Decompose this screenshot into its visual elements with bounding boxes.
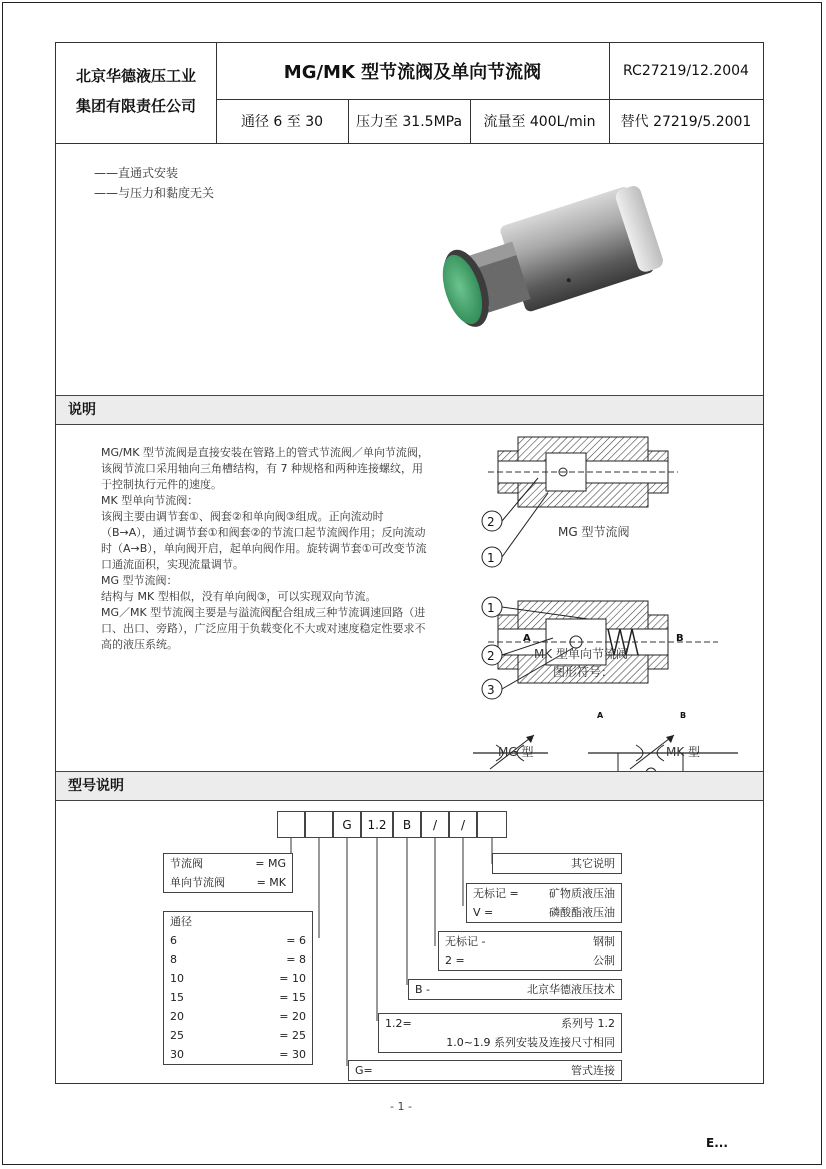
model-code-box: G bbox=[333, 811, 361, 838]
company-name-line2: 集团有限责任公司 bbox=[75, 96, 196, 115]
description-paragraph: MG/MK 型节流阀是直接安装在管路上的管式节流阀／单向节流阀，该阀节流口采用轴向三角槽结构，有 7 种规格和两种连接螺纹，用于控制执行元件的速度。 bbox=[101, 446, 429, 491]
feature-item: ——直通式安装 bbox=[94, 166, 179, 180]
replaces-code: 替代 27219/5.2001 bbox=[620, 114, 752, 130]
mk-caption: MK 型单向节流阀 bbox=[534, 647, 629, 661]
description-paragraph: MG／MK 型节流阀主要是与溢流阀配合组成三种节流调速回路（进口、出口、旁路），广泛应用于负载变化不大或对速度稳定性要求不高的液压系统。 bbox=[101, 606, 426, 651]
other-legend: 其它说明 bbox=[492, 853, 622, 874]
description-paragraph: 该阀主要由调节套①、阀套②和单向阀③组成。正向流动时（B→A），通过调节套①和阀套②的节流口起节流阀作用；反向流动时（A→B），单向阀开启，起单向阀作用。旋转调节套①可改变节流口通流面积，实现流量调节。 bbox=[101, 510, 427, 571]
callout-number: 1 bbox=[487, 551, 495, 565]
symbols-caption: 图形符号： bbox=[553, 665, 614, 679]
datasheet bbox=[55, 42, 764, 1084]
callout-number: 3 bbox=[487, 683, 495, 697]
document-code: RC27219/12.2004 bbox=[623, 63, 749, 79]
description-paragraph: MG 型节流阀： bbox=[101, 574, 178, 587]
symbol-mk-label: MK 型 bbox=[666, 745, 701, 759]
port-a-label: A bbox=[523, 633, 531, 644]
model-code-box: / bbox=[449, 811, 477, 838]
bore-legend: 通径 6 = 6 8 = 8 10 = 10 15 = 15 20 = 20 25 = 25 30 = 30 bbox=[163, 911, 313, 1065]
callout-number: 2 bbox=[487, 515, 495, 529]
description-paragraph: 结构与 MK 型相似，没有单向阀③，可以实现双向节流。 bbox=[101, 590, 377, 603]
model-code-box: B bbox=[393, 811, 421, 838]
symbol-port-a: A bbox=[597, 711, 604, 720]
page-number: - 1 - bbox=[390, 1100, 412, 1113]
symbol-port-b: B bbox=[680, 711, 687, 720]
section-header-model: 型号说明 bbox=[56, 771, 763, 801]
model-code-box bbox=[477, 811, 507, 838]
callout-number: 2 bbox=[487, 649, 495, 663]
callout-number: 1 bbox=[487, 601, 495, 615]
mg-section-drawing bbox=[488, 437, 678, 507]
valve-section-drawings bbox=[468, 423, 758, 773]
company-name-line1: 北京华德液压工业 bbox=[75, 66, 196, 85]
spec-bore: 通径 6 至 30 bbox=[240, 114, 324, 130]
model-code-box bbox=[277, 811, 305, 838]
section-header-description: 说明 bbox=[56, 395, 763, 425]
page-title: MG/MK 型节流阀及单向节流阀 bbox=[283, 62, 542, 83]
model-code-box: / bbox=[421, 811, 449, 838]
description-text bbox=[101, 445, 431, 653]
model-code-box bbox=[305, 811, 333, 838]
symbol-mg-label: MG 型 bbox=[498, 745, 534, 759]
port-b-label: B bbox=[676, 633, 684, 644]
spec-pressure: 压力至 31.5MPa bbox=[355, 114, 463, 130]
mk-graphic-symbol bbox=[588, 735, 738, 773]
feature-item: ——与压力和黏度无关 bbox=[94, 186, 215, 200]
tech-legend: B - 北京华德液压技术 bbox=[408, 979, 622, 1000]
valve-product-photo bbox=[416, 175, 676, 370]
description-paragraph: MK 型单向节流阀： bbox=[101, 494, 199, 507]
type-legend: 节流阀 = MG 单向节流阀 = MK bbox=[163, 853, 293, 893]
footer-mark: E... bbox=[706, 1136, 728, 1150]
model-code-box: 1.2 bbox=[361, 811, 393, 838]
fluid-legend: 无标记 = 矿物质液压油 V = 磷酸酯液压油 bbox=[466, 883, 622, 923]
series-legend: 1.2= 系列号 1.2 1.0~1.9 系列安装及连接尺寸相同 bbox=[378, 1013, 622, 1053]
mg-caption: MG 型节流阀 bbox=[558, 525, 630, 539]
material-legend: 无标记 - 钢制 2 = 公制 bbox=[438, 931, 622, 971]
spec-flow: 流量至 400L/min bbox=[483, 114, 596, 130]
connection-legend: G= 管式连接 bbox=[348, 1060, 622, 1081]
feature-list bbox=[94, 163, 214, 203]
